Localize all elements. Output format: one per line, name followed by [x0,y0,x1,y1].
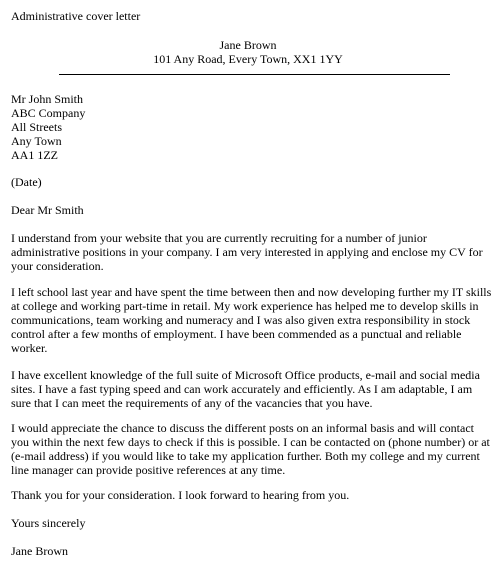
recipient-line: ABC Company [11,106,86,120]
letter-paragraph [11,488,485,502]
document-title: Administrative cover letter [11,9,141,23]
letter-paragraph [11,368,485,410]
paragraph-line: at college and working part-time in retail. My work experience has helped me to develop skills in [11,299,479,313]
salutation: Dear Mr Smith [11,203,84,217]
sender-name: Jane Brown [219,38,277,52]
signature-name: Jane Brown [11,544,68,558]
paragraph-line: worker. [11,341,48,355]
paragraph-line: sites. I have a fast typing speed and can work accurately and efficiently. As I am adaptable, I am [11,382,473,396]
paragraph-line: Thank you for your consideration. I look forward to hearing from you. [11,488,350,502]
paragraph-line: control after a few months of employment. I have been commended as a punctual and reliable [11,327,462,341]
recipient-line: Any Town [11,134,62,148]
paragraph-line: administrative positions in your company. I am very interested in applying and enclose my CV for [11,245,483,259]
paragraph-line: you within the next few days to check if this is possible. I can be contacted on (phone number) or at [11,435,490,449]
letter-paragraph [11,231,485,273]
header-divider [59,74,450,75]
closing: Yours sincerely [11,516,86,530]
paragraph-line: I understand from your website that you are currently recruiting for a number of junior [11,231,427,245]
paragraph-line: (e-mail address) if you would like to take my application further. Both my college and my current [11,449,480,463]
paragraph-line: I left school last year and have spent the time between then and now developing further my IT skills [11,285,491,299]
paragraph-line: sure that I can meet the requirements of any of the vacancies that you have. [11,396,373,410]
recipient-line: All Streets [11,120,62,134]
letter-paragraph [11,421,490,477]
paragraph-line: communications, team working and numeracy and I was also given extra responsibility in stock [11,313,471,327]
recipient-address-block [11,92,485,162]
sender-address: 101 Any Road, Every Town, XX1 1YY [153,52,343,66]
recipient-line: Mr John Smith [11,92,84,106]
paragraph-line: I have excellent knowledge of the full suite of Microsoft Office products, e-mail and social media [11,368,480,382]
letter-paragraph [11,285,491,355]
paragraph-line: I would appreciate the chance to discuss the different posts on an informal basis and will contact [11,421,474,435]
letter-date: (Date) [11,175,42,189]
sender-block [11,38,485,66]
paragraph-line: line manager can provide positive references at any time. [11,463,286,477]
recipient-line: AA1 1ZZ [11,148,58,162]
paragraph-line: your consideration. [11,259,104,273]
